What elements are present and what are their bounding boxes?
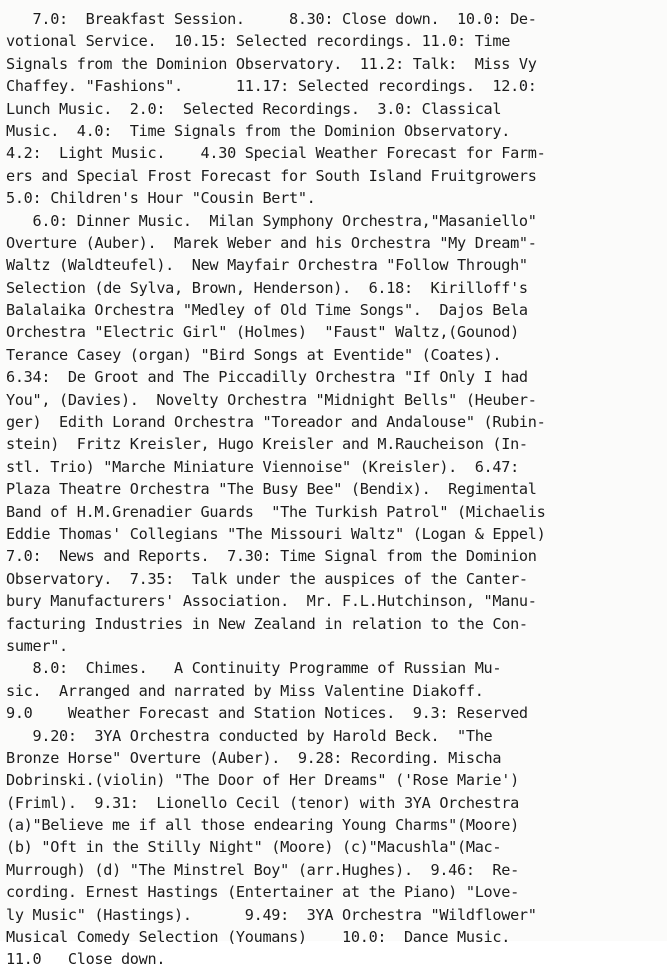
text-line: Chaffey. "Fashions". 11.17: Selected recordings. 12.0: (6, 77, 537, 96)
text-line: sic. Arranged and narrated by Miss Valentine Diakoff. (6, 681, 484, 700)
text-line: sumer". (6, 636, 68, 655)
broadcast-schedule-text (6, 8, 666, 971)
text-line: Music. 4.0: Time Signals from the Dominion Observatory. (6, 121, 511, 140)
text-line: facturing Industries in New Zealand in relation to the Con- (6, 614, 528, 633)
text-line: stl. Trio) "Marche Miniature Viennoise" (Kreisler). 6.47: (6, 457, 519, 476)
text-line: Overture (Auber). Marek Weber and his Orchestra "My Dream"- (6, 233, 537, 252)
text-line: Balalaika Orchestra "Medley of Old Time Songs". Dajos Bela (6, 301, 528, 320)
text-line: stein) Fritz Kreisler, Hugo Kreisler and M.Raucheison (In- (6, 435, 528, 454)
text-line: Selection (de Sylva, Brown, Henderson). 6.18: Kirilloff's (6, 278, 528, 297)
text-line: Plaza Theatre Orchestra "The Busy Bee" (Bendix). Regimental (6, 480, 537, 499)
text-line: 7.0: Breakfast Session. 8.30: Close down. 10.0: De- (6, 10, 537, 28)
text-line: ly Music" (Hastings). 9.49: 3YA Orchestra "Wildflower" (6, 905, 537, 924)
text-line: Lunch Music. 2.0: Selected Recordings. 3.0: Classical (6, 99, 502, 118)
text-line: 7.0: News and Reports. 7.30: Time Signal from the Dominion (6, 547, 537, 566)
text-line: 11.0 Close down. (6, 950, 166, 969)
text-line: 8.0: Chimes. A Continuity Programme of Russian Mu- (6, 659, 502, 678)
text-line: 9.0 Weather Forecast and Station Notices. 9.3: Reserved (6, 704, 528, 723)
text-line: (Friml). 9.31: Lionello Cecil (tenor) with 3YA Orchestra (6, 793, 519, 812)
text-line: bury Manufacturers' Association. Mr. F.L.Hutchinson, "Manu- (6, 592, 537, 611)
text-line: ers and Special Frost Forecast for South Island Fruitgrowers (6, 166, 537, 185)
text-line: Observatory. 7.35: Talk under the auspices of the Canter- (6, 569, 528, 588)
text-line: 6.34: De Groot and The Piccadilly Orchestra "If Only I had (6, 368, 528, 387)
text-line: You", (Davies). Novelty Orchestra "Midnight Bells" (Heuber- (6, 390, 537, 409)
text-line: 6.0: Dinner Music. Milan Symphony Orchestra,"Masaniello" (6, 211, 537, 230)
text-line: votional Service. 10.15: Selected recordings. 11.0: Time (6, 32, 511, 51)
text-line: Band of H.M.Grenadier Guards "The Turkish Patrol" (Michaelis (6, 502, 546, 521)
text-line: (b) "Oft in the Stilly Night" (Moore) (c)"Macushla"(Mac- (6, 838, 502, 857)
text-line: ger) Edith Lorand Orchestra "Toreador and Andalouse" (Rubin- (6, 413, 546, 432)
text-line: Waltz (Waldteufel). New Mayfair Orchestra "Follow Through" (6, 256, 528, 275)
text-line: Terance Casey (organ) "Bird Songs at Eventide" (Coates). (6, 345, 502, 364)
text-line: Bronze Horse" Overture (Auber). 9.28: Recording. Mischa (6, 748, 502, 767)
text-line: Murrough) (d) "The Minstrel Boy" (arr.Hughes). 9.46: Re- (6, 860, 519, 879)
text-line: cording. Ernest Hastings (Entertainer at the Piano) "Love- (6, 883, 519, 902)
text-line: Signals from the Dominion Observatory. 11.2: Talk: Miss Vy (6, 54, 537, 73)
text-line: Orchestra "Electric Girl" (Holmes) "Faust" Waltz,(Gounod) (6, 323, 519, 342)
text-line: 4.2: Light Music. 4.30 Special Weather Forecast for Farm- (6, 144, 546, 163)
text-line: 5.0: Children's Hour "Cousin Bert". (6, 189, 316, 208)
text-line: (a)"Believe me if all those endearing Young Charms"(Moore) (6, 816, 519, 835)
text-line: Eddie Thomas' Collegians "The Missouri Waltz" (Logan & Eppel) (6, 524, 546, 543)
text-line: Dobrinski.(violin) "The Door of Her Dreams" ('Rose Marie') (6, 771, 519, 790)
text-line: Musical Comedy Selection (Youmans) 10.0: Dance Music. (6, 928, 511, 947)
text-line: 9.20: 3YA Orchestra conducted by Harold Beck. "The (6, 726, 493, 745)
